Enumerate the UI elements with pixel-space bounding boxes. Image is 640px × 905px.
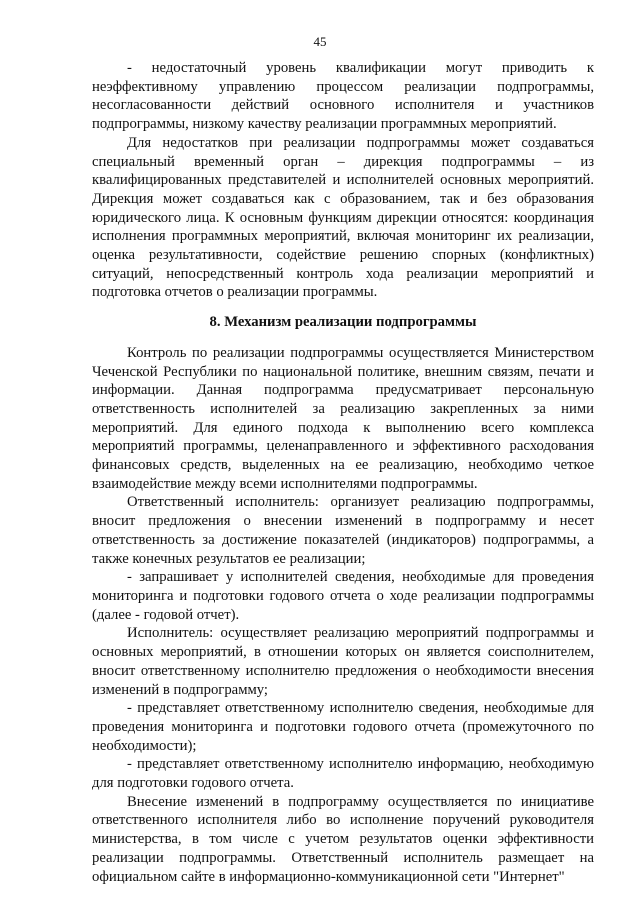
paragraph-directorate: Для недостатков при реализации подпрограммы может создаваться специальный временный орган – дирекция подпрограммы – из квалифицированных представителей и исполнителей основных мероприятий. Дирекция может создаваться как с образованием, так и без образования юридического лица. К основным функциям дирекции относятся: координация исполнения программных мероприятий, включая мониторинг их реализации, оценка результативности, содействие решению спорных (конфликтных) ситуаций, непосредственный контроль хода реализации мероприятий и подготовка отчетов о реализации программы. — [92, 134, 594, 301]
paragraph-responsible-executor: Ответственный исполнитель: организует реализацию подпрограммы, вносит предложения о внесении изменений в подпрограмму и несет ответственность за достижение показателей (индикаторов) подпрограммы, а также конечных результатов ее реализации; — [92, 494, 594, 567]
paragraph-qualification-risk: - недостаточный уровень квалификации могут приводить к неэффективному управлению процессом реализации подпрограммы, несогласованности действий основного исполнителя и участников подпрограммы, низкому качеству реализации программных мероприятий. — [92, 60, 594, 133]
paragraph-amendments: Внесение изменений в подпрограмму осуществляется по инициативе ответственного исполнителя либо во исполнение поручений руководителя министерства, в том числе с учетом результатов оценки эффективности реализации подпрограммы. Ответственный исполнитель размещает на официальном сайте в информационно-коммуникационной сети "Интернет" — [92, 793, 594, 885]
document-body — [92, 59, 594, 886]
paragraph-control: Контроль по реализации подпрограммы осуществляется Министерством Чеченской Республики по национальной политике, внешним связям, печати и информации. Данная подпрограмма предусматривает персональную ответственность исполнителей за реализацию закрепленных за ними мероприятий. Для единого подхода к выполнению всего комплекса мероприятий программы, целенаправленного и эффективного расходования финансовых средств, выделенных на ее реализацию, необходимо четкое взаимодействие между всеми исполнителями подпрограммы. — [92, 344, 594, 492]
paragraph-executor: Исполнитель: осуществляет реализацию мероприятий подпрограммы и основных мероприятий, в отношении которых он является соисполнителем, вносит ответственному исполнителю предложения о необходимости внесения изменений в подпрограмму; — [92, 625, 594, 698]
paragraph-requests-info: - запрашивает у исполнителей сведения, необходимые для проведения мониторинга и подготовки годового отчета о ходе реализации подпрограммы (далее - годовой отчет). — [92, 569, 594, 623]
page-number: 45 — [313, 34, 327, 49]
paragraph-provides-report-info: - представляет ответственному исполнителю информацию, необходимую для подготовки годового отчета. — [92, 756, 594, 792]
section-heading: 8. Механизм реализации подпрограммы — [209, 314, 477, 331]
paragraph-provides-monitoring-info: - представляет ответственному исполнителю сведения, необходимые для проведения мониторинга и подготовки годового отчета (промежуточного по необходимости); — [92, 700, 594, 754]
